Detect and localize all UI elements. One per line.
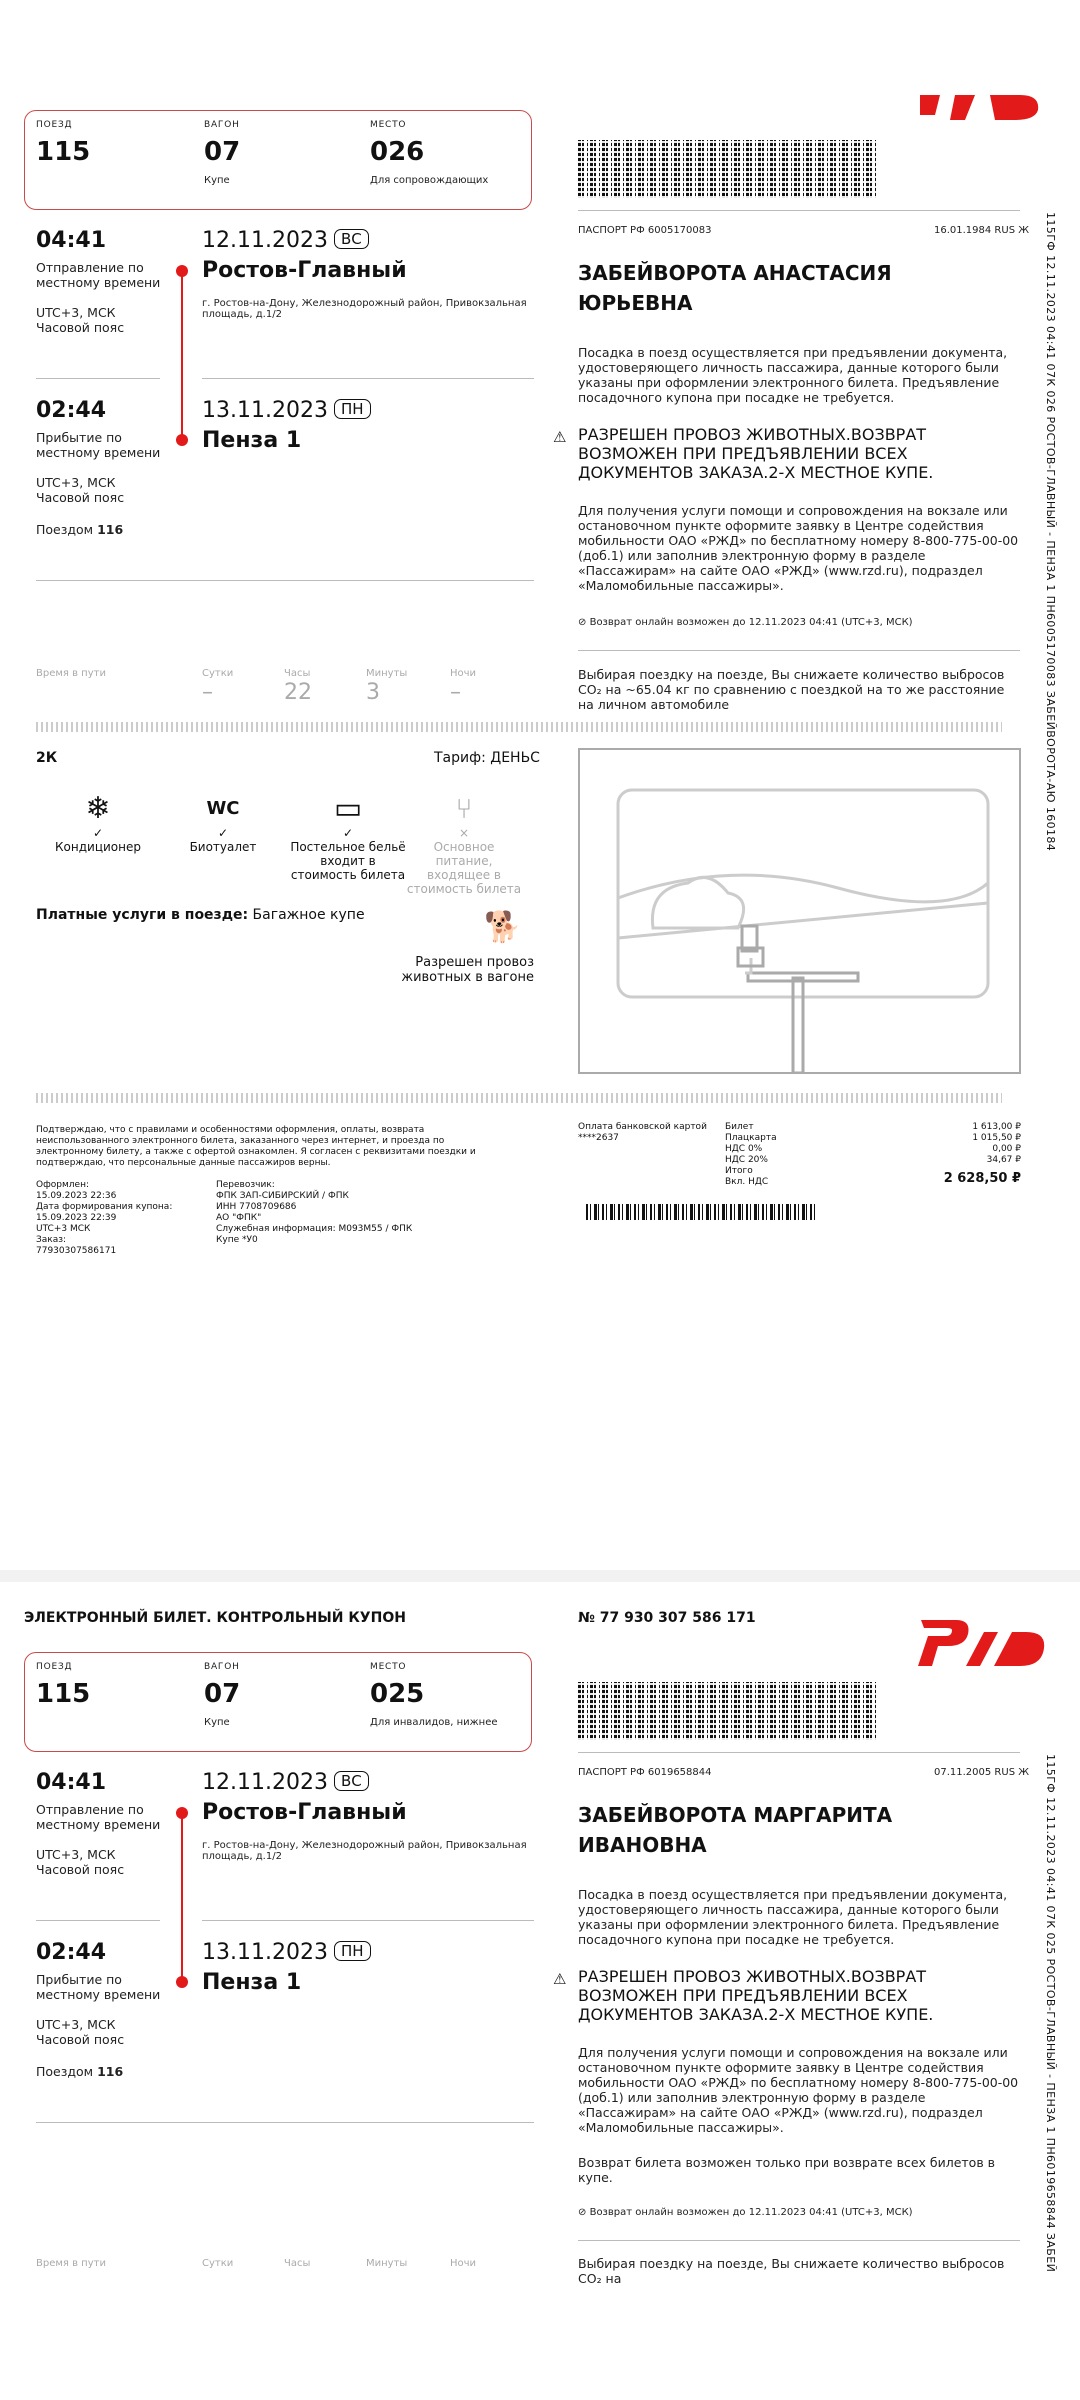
nights-value: – [450, 680, 461, 705]
passport-2: ПАСПОРТ РФ 6019658844 [578, 1767, 712, 1778]
refund-all-text: Возврат билета возможен только при возврате всех билетов в купе. [578, 2155, 996, 2185]
service-wc: WC ✓ Биотуалет [163, 792, 283, 854]
departure-time-2: 04:41 [36, 1770, 107, 1795]
fiscal-barcode [586, 1204, 818, 1220]
arrival-date: 13.11.2023 ПН [202, 398, 371, 423]
travel-time-label-2: Время в пути [36, 2258, 106, 2269]
car-label: ВАГОН [204, 120, 240, 130]
train-number: 115 [36, 137, 91, 167]
help-text: Для получения услуги помощи и сопровождения на вокзале или остановочном пункте оформите заявку в Центре содействия мобильности ОАО «РЖД» по бесплатному номеру 8-800-775-00-00 (доб.1) или заполнив электронную форму в разделе «Пассажирам» на сайте ОАО «РЖД» (www.rzd.ru), подраздел «Маломобильные пассажиры». [578, 503, 1019, 593]
co2-text-2: Выбирая поездку на поезде, Вы снижаете количество выбросов CO₂ на [578, 2256, 1005, 2286]
train-info-box [24, 110, 532, 210]
tariff: Тариф: ДЕНЬС [434, 750, 540, 766]
total-price: 2 628,50 ₽ [943, 1171, 1021, 1186]
arrival-tz: UTC+3, МСК [36, 475, 116, 490]
departure-time: 04:41 [36, 228, 107, 253]
train-info-box-2 [24, 1652, 532, 1752]
rzd-logo [920, 95, 1050, 130]
departure-note-2: Отправление по местному времени [36, 1802, 161, 1832]
departure-address: г. Ростов-на-Дону, Железнодорожный район, Привокзальная площадь, д.1/2 [202, 298, 527, 320]
wc-icon: WC [206, 798, 240, 819]
dog-icon: 🐕 [484, 910, 522, 945]
car-label-2: ВАГОН [204, 1662, 240, 1672]
vertical-ticket-code-2: 115ГФ 12.11.2023 04:41 07К 025 РОСТОВ-ГЛАВНЫЙ - ПЕНЗА 1 ПН6019658844 ЗАБЕЙ [1044, 1754, 1057, 2273]
paid-services: Платные услуги в поезде: Багажное купе [36, 907, 365, 923]
hours-label-2: Часы [284, 2258, 311, 2269]
hours-label: Часы [284, 668, 311, 679]
fare-table: Билет 1 613,00 ₽ Плацкарта 1 015,50 ₽ НДС 0% 0,00 ₽ НДС 20% 34,67 ₽ Итого Вкл. НДС 2 628,50 ₽ [725, 1122, 1021, 1187]
arrival-station: Пенза 1 [202, 428, 302, 453]
days-label-2: Сутки [202, 2258, 234, 2269]
minutes-label: Минуты [366, 668, 408, 679]
route-line-2 [181, 1812, 183, 1984]
arrival-note: Прибытие по местному времени [36, 430, 161, 460]
qr-code-2 [578, 1682, 876, 1740]
seat-label: МЕСТО [370, 120, 407, 130]
arrival-day-badge-2: ПН [334, 1941, 371, 1961]
seat-number-2: 025 [370, 1679, 425, 1709]
train-line-2: Поездом 116 [36, 2064, 124, 2079]
co2-text: Выбирая поездку на поезде, Вы снижаете количество выбросов CO₂ на ~65.04 кг по сравнению с поездкой на то же расстояние на личном автомобиле [578, 667, 1005, 712]
minutes-label-2: Минуты [366, 2258, 408, 2269]
train-window-illustration [578, 748, 1021, 1074]
divider-dashes-2 [36, 1093, 1002, 1103]
route-dot-start-2 [176, 1807, 188, 1819]
train-line: Поездом 116 [36, 522, 124, 537]
boarding-text-2: Посадка в поезд осуществляется при предъявлении документа, удостоверяющего личность пассажира, данные которого были указаны при оформлении электронного билета. Предъявление посадочного купона при посадке не требуется. [578, 1887, 1008, 1947]
bedding-icon: ▭ [333, 791, 363, 826]
departure-day-badge-2: ВС [334, 1771, 369, 1791]
travel-time-label: Время в пути [36, 668, 106, 679]
train-number-2: 115 [36, 1679, 91, 1709]
help-text-2: Для получения услуги помощи и сопровождения на вокзале или остановочном пункте оформите заявку в Центре содействия мобильности ОАО «РЖД» по бесплатному номеру 8-800-775-00-00 (доб.1) или заполнив электронную форму в разделе «Пассажирам» на сайте ОАО «РЖД» (www.rzd.ru), подраздел «Маломобильные пассажиры». [578, 2045, 1019, 2135]
train-label-2: ПОЕЗД [36, 1662, 73, 1672]
route-dot-start [176, 265, 188, 277]
date-of-birth-2: 07.11.2005 RUS Ж [934, 1767, 1029, 1778]
service-meal: ⑂ × Основное питание, входящее в стоимость билета [404, 792, 524, 896]
arrival-time-2: 02:44 [36, 1940, 107, 1965]
days-value: – [202, 680, 213, 705]
arrival-station-2: Пенза 1 [202, 1970, 302, 1995]
fork-knife-icon: ⑂ [455, 792, 473, 825]
payment-method: Оплата банковской картой ****2637 [578, 1122, 707, 1143]
seat-number: 026 [370, 137, 425, 167]
car-type-2: Купе [204, 1717, 230, 1728]
route-line [181, 270, 183, 442]
carrier-block: Перевозчик: ФПК ЗАП-СИБИРСКИЙ / ФПК ИНН 7708709686 АО "ФПК" Служебная информация: М093М55 / ФПК Купе *У0 [216, 1180, 413, 1245]
ticket-separator [0, 1570, 1080, 1582]
passport: ПАСПОРТ РФ 6005170083 [578, 225, 712, 236]
departure-station-2: Ростов-Главный [202, 1800, 407, 1825]
arrival-date-2: 13.11.2023 ПН [202, 1940, 371, 1965]
arrival-time: 02:44 [36, 398, 107, 423]
tz-label-4: Часовой пояс [36, 2032, 125, 2047]
tz-label-3: Часовой пояс [36, 1862, 125, 1877]
warning-icon-2: ⚠ [553, 1970, 567, 1988]
snowflake-icon: ❄ [85, 791, 111, 826]
car-number-2: 07 [204, 1679, 241, 1709]
nights-label-2: Ночи [450, 2258, 477, 2269]
departure-tz: UTC+3, МСК [36, 305, 116, 320]
seat-note: Для сопровождающих [370, 175, 489, 186]
refund-line-2: ⊘ Возврат онлайн возможен до 12.11.2023 04:41 (UTC+3, МСК) [578, 2207, 913, 2218]
warning-icon: ⚠ [553, 428, 567, 446]
passenger-name-2: ЗАБЕЙВОРОТА МАРГАРИТА ИВАНОВНА [578, 1803, 893, 1857]
nights-label: Ночи [450, 668, 477, 679]
departure-tz-2: UTC+3, МСК [36, 1847, 116, 1862]
departure-date: 12.11.2023 ВС [202, 228, 369, 253]
issued-block: Оформлен: 15.09.2023 22:36 Дата формирования купона: 15.09.2023 22:39 UTC+3 МСК Заказ: 77930307586171 [36, 1180, 173, 1256]
consent-text: Подтверждаю, что с правилами и особенностями оформления, оплаты, возврата неиспользованного электронного билета, заказанного через интернет, и проезда по электронному билету, а также с офертой ознакомлен. Я согласен с реквизитами поездки и подтверждаю, что персональные данные пассажиров верны. [36, 1125, 476, 1168]
minutes-value: 3 [366, 680, 380, 705]
departure-address-2: г. Ростов-на-Дону, Железнодорожный район, Привокзальная площадь, д.1/2 [202, 1840, 527, 1862]
arrival-day-badge: ПН [334, 399, 371, 419]
rzd-logo-2 [916, 1612, 1050, 1670]
date-of-birth: 16.01.1984 RUS Ж [934, 225, 1029, 236]
clock-icon-2: ⊘ [578, 2207, 587, 2218]
service-bedding: ▭ ✓ Постельное бельё входит в стоимость билета [288, 792, 408, 882]
tz-label-2: Часовой пояс [36, 490, 125, 505]
refund-line: ⊘ Возврат онлайн возможен до 12.11.2023 04:41 (UTC+3, МСК) [578, 617, 913, 628]
vertical-ticket-code: 115ГФ 12.11.2023 04:41 07К 026 РОСТОВ-ГЛАВНЫЙ - ПЕНЗА 1 ПН6005170083 ЗАБЕЙВОРОТА-АЮ 160184 [1044, 212, 1057, 852]
departure-day-badge: ВС [334, 229, 369, 249]
pets-allowed: Разрешен провоз животных в вагоне [401, 955, 534, 985]
boarding-text: Посадка в поезд осуществляется при предъявлении документа, удостоверяющего личность пассажира, данные которого были указаны при оформлении электронного билета. Предъявление посадочного купона при посадке не требуется. [578, 345, 1008, 405]
arrival-note-2: Прибытие по местному времени [36, 1972, 161, 2002]
tz-label: Часовой пояс [36, 320, 125, 335]
departure-station: Ростов-Главный [202, 258, 407, 283]
car-number: 07 [204, 137, 241, 167]
car-type: Купе [204, 175, 230, 186]
ticket-header: ЭЛЕКТРОННЫЙ БИЛЕТ. КОНТРОЛЬНЫЙ КУПОН [24, 1610, 406, 1626]
animals-notice: РАЗРЕШЕН ПРОВОЗ ЖИВОТНЫХ.ВОЗВРАТ ВОЗМОЖЕН ПРИ ПРЕДЪЯВЛЕНИИ ВСЕХ ДОКУМЕНТОВ ЗАКАЗА.2-Х МЕСТНОЕ КУПЕ. [578, 425, 934, 482]
divider-dashes [36, 722, 1002, 732]
car-class: 2К [36, 750, 58, 766]
days-label: Сутки [202, 668, 234, 679]
route-dot-end-2 [176, 1976, 188, 1988]
seat-label-2: МЕСТО [370, 1662, 407, 1672]
route-dot-end [176, 434, 188, 446]
clock-icon: ⊘ [578, 617, 587, 628]
qr-code [578, 140, 876, 198]
seat-note-2: Для инвалидов, нижнее [370, 1717, 498, 1728]
departure-date-2: 12.11.2023 ВС [202, 1770, 369, 1795]
service-ac: ❄ ✓ Кондиционер [38, 792, 158, 854]
departure-note: Отправление по местному времени [36, 260, 161, 290]
arrival-tz-2: UTC+3, МСК [36, 2017, 116, 2032]
animals-notice-2: РАЗРЕШЕН ПРОВОЗ ЖИВОТНЫХ.ВОЗВРАТ ВОЗМОЖЕН ПРИ ПРЕДЪЯВЛЕНИИ ВСЕХ ДОКУМЕНТОВ ЗАКАЗА.2-Х МЕСТНОЕ КУПЕ. [578, 1967, 934, 2024]
train-label: ПОЕЗД [36, 120, 73, 130]
passenger-name: ЗАБЕЙВОРОТА АНАСТАСИЯ ЮРЬЕВНА [578, 261, 892, 315]
hours-value: 22 [284, 680, 312, 705]
ticket-number: № 77 930 307 586 171 [578, 1610, 756, 1626]
